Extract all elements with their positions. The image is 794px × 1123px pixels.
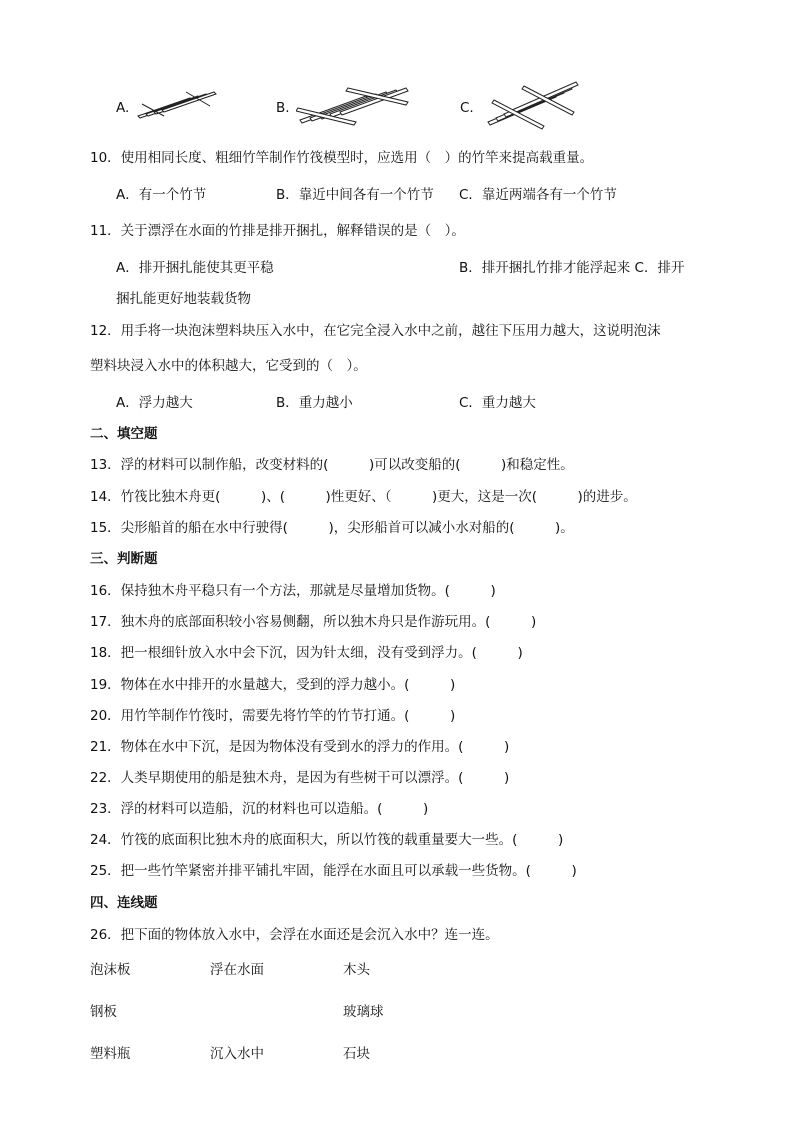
judge-question-23: 23．浮的材料可以造船，沉的材料也可以造船。( ) (90, 801, 429, 817)
match-right-item: 木头 (343, 962, 370, 978)
match-left-item: 泡沫板 (90, 962, 131, 978)
question-11-option-a: A．排开捆扎能使其更平稳 (116, 260, 274, 276)
match-middle-item: 浮在水面 (210, 962, 264, 978)
judge-question-18: 18．把一根细针放入水中会下沉，因为针太细，没有受到浮力。( ) (90, 645, 523, 661)
question-10-option-c: C．靠近两端各有一个竹节 (459, 187, 617, 203)
question-11-option-bc: B．排开捆扎竹排才能浮起来 C．排开 (459, 260, 685, 276)
match-left-item: 塑料瓶 (90, 1046, 131, 1062)
q9-option-a-letter: A. (116, 100, 130, 116)
question-12-stem-line1: 12．用手将一块泡沫塑料块压入水中，在它完全浸入水中之前，越往下压用力越大，这说明泡沫 (90, 323, 661, 339)
judge-question-20: 20．用竹竿制作竹筏时，需要先将竹竿的竹节打通。( ) (90, 708, 456, 724)
raft-crossbar-icon (296, 84, 412, 128)
question-12-option-b: B．重力越小 (276, 395, 353, 411)
match-right-item: 石块 (343, 1046, 370, 1062)
section-judge-heading: 三、判断题 (90, 551, 158, 567)
question-12-option-c: C．重力越大 (459, 395, 536, 411)
judge-question-22: 22．人类早期使用的船是独木舟，是因为有些树干可以漂浮。( ) (90, 770, 510, 786)
judge-question-19: 19．物体在水中排开的水量越大，受到的浮力越小。( ) (90, 677, 456, 693)
question-11-stem: 11．关于漂浮在水面的竹排是排开捆扎，解释错误的是（ ）。 (90, 223, 465, 239)
question-10-stem: 10．使用相同长度、粗细竹竿制作竹筏模型时，应选用（ ）的竹竿来提高载重量。 (90, 150, 594, 166)
match-right-item: 玻璃球 (343, 1004, 384, 1020)
judge-question-25: 25．把一些竹竿紧密并排平铺扎牢固，能浮在水面且可以承载一些货物。( ) (90, 863, 577, 879)
fill-question-15: 15．尖形船首的船在水中行驶得( )，尖形船首可以减小水对船的( )。 (90, 520, 574, 536)
match-middle-item: 沉入水中 (210, 1046, 264, 1062)
question-11-continuation: 捆扎能更好地装载货物 (116, 291, 251, 307)
judge-question-21: 21．物体在水中下沉，是因为物体没有受到水的浮力的作用。( ) (90, 739, 510, 755)
q9-option-b-letter: B. (276, 100, 290, 116)
section-match-heading: 四、连线题 (90, 895, 158, 911)
question-10-option-a: A．有一个竹节 (116, 187, 207, 203)
question-10-option-b: B．靠近中间各有一个竹节 (276, 187, 434, 203)
question-12-stem-line2: 塑料块浸入水中的体积越大，它受到的（ ）。 (90, 358, 367, 374)
fill-question-13: 13．浮的材料可以制作船，改变材料的( )可以改变船的( )和稳定性。 (90, 457, 574, 473)
judge-question-24: 24．竹筏的底面积比独木舟的底面积大，所以竹筏的载重量要大一些。( ) (90, 832, 564, 848)
match-left-item: 钢板 (90, 1004, 117, 1020)
judge-question-16: 16．保持独木舟平稳只有一个方法，那就是尽量增加货物。( ) (90, 583, 496, 599)
match-question-26: 26．把下面的物体放入水中，会浮在水面还是会沉入水中？连一连。 (90, 927, 499, 943)
q9-option-c-letter: C. (460, 100, 474, 116)
raft-parallel-icon (134, 86, 220, 120)
fill-question-14: 14．竹筏比独木舟更( )、( )性更好、（ )更大，这是一次( )的进步。 (90, 489, 637, 505)
section-fill-heading: 二、填空题 (90, 426, 158, 442)
raft-crossed-icon (484, 80, 580, 130)
question-12-option-a: A．浮力越大 (116, 395, 193, 411)
judge-question-17: 17．独木舟的底部面积较小容易侧翻，所以独木舟只是作游玩用。( ) (90, 614, 537, 630)
